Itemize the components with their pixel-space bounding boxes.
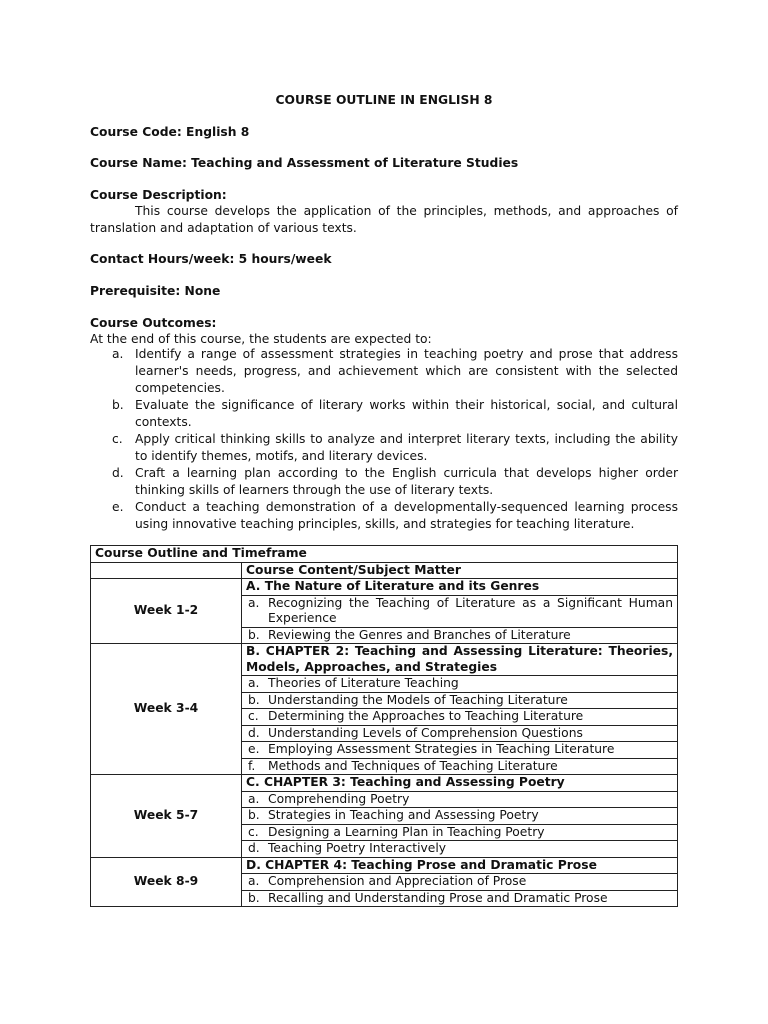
chapter-heading: B. CHAPTER 2: Teaching and Assessing Literature: Theories, Models, Approaches, and Strategies — [242, 644, 678, 676]
course-name: Course Name: Teaching and Assessment of Literature Studies — [90, 156, 519, 170]
outcome-text: Craft a learning plan according to the English curricula that develops higher order thinking skills of learners through the use of literary texts. — [135, 466, 678, 497]
outcome-marker: c. — [112, 432, 123, 446]
week-label: Week 5-7 — [91, 775, 242, 858]
outcome-text: Evaluate the significance of literary works within their historical, social, and cultural contexts. — [135, 398, 678, 429]
outcome-text: Identify a range of assessment strategies in teaching poetry and prose that address learner's needs, progress, and achievement which are consistent with the selected competencies. — [135, 347, 678, 395]
topic-item — [242, 874, 678, 891]
chapter-heading: C. CHAPTER 3: Teaching and Assessing Poetry — [242, 775, 678, 792]
outline-header: Course Outline and Timeframe — [91, 546, 678, 563]
topic-marker: c. — [248, 709, 259, 723]
table-row — [91, 579, 678, 596]
topic-marker: d. — [248, 841, 260, 855]
topic-item — [242, 692, 678, 709]
topic-text: Employing Assessment Strategies in Teaching Literature — [268, 742, 615, 756]
course-code: Course Code: English 8 — [90, 125, 250, 139]
content-header: Course Content/Subject Matter — [242, 562, 678, 579]
topic-text: Strategies in Teaching and Assessing Poetry — [268, 808, 539, 822]
contact-hours: Contact Hours/week: 5 hours/week — [90, 252, 332, 266]
topic-item — [242, 742, 678, 759]
table-row — [91, 644, 678, 676]
topic-marker: b. — [248, 627, 260, 642]
topic-item — [242, 758, 678, 775]
topic-text: Comprehension and Appreciation of Prose — [268, 874, 527, 888]
table-row — [91, 857, 678, 874]
topic-marker: a. — [248, 676, 260, 690]
course-outcomes-list — [90, 346, 678, 533]
outcome-marker: e. — [112, 500, 124, 514]
topic-text: Reviewing the Genres and Branches of Literature — [268, 627, 571, 642]
topic-text: Understanding the Models of Teaching Literature — [268, 692, 568, 707]
topic-text: Recalling and Understanding Prose and Dramatic Prose — [268, 890, 608, 905]
outcome-item — [90, 346, 678, 397]
outcome-marker: b. — [112, 398, 124, 412]
topic-text: Teaching Poetry Interactively — [268, 841, 447, 855]
topic-item — [242, 595, 678, 627]
topic-item — [242, 824, 678, 841]
outcome-item — [90, 397, 678, 431]
chapter-heading: A. The Nature of Literature and its Genres — [242, 579, 678, 596]
page-title: COURSE OUTLINE IN ENGLISH 8 — [275, 93, 493, 107]
topic-item — [242, 841, 678, 858]
table-row — [91, 775, 678, 792]
week-label: Week 8-9 — [91, 857, 242, 907]
outcome-item — [90, 465, 678, 499]
topic-item — [242, 791, 678, 808]
chapter-heading: D. CHAPTER 4: Teaching Prose and Dramatic Prose — [242, 857, 678, 874]
topic-marker: d. — [248, 725, 260, 740]
topic-item — [242, 709, 678, 726]
topic-item — [242, 627, 678, 644]
topic-marker: c. — [248, 824, 259, 839]
topic-marker: f. — [248, 758, 256, 773]
outcome-item — [90, 499, 678, 533]
course-outcomes-label: Course Outcomes: — [90, 316, 217, 330]
course-outline-table — [90, 545, 678, 907]
table-row — [91, 546, 678, 563]
topic-item — [242, 890, 678, 907]
outcome-text: Apply critical thinking skills to analyze and interpret literary texts, including the ability to identify themes, motifs, and literary devices. — [135, 432, 678, 463]
outcome-marker: a. — [112, 347, 124, 361]
topic-marker: e. — [248, 742, 260, 756]
topic-text: Designing a Learning Plan in Teaching Poetry — [268, 824, 545, 839]
week-label: Week 3-4 — [91, 644, 242, 775]
course-description-label: Course Description: — [90, 188, 227, 202]
outcome-marker: d. — [112, 466, 124, 480]
course-description-text: This course develops the application of the principles, methods, and approaches of translation and adaptation of various texts. — [90, 204, 678, 235]
table-row — [91, 562, 678, 579]
topic-item — [242, 676, 678, 693]
week-header-cell — [91, 562, 242, 579]
topic-marker: a. — [248, 874, 260, 888]
topic-item — [242, 808, 678, 825]
topic-marker: a. — [248, 791, 260, 806]
outcome-text: Conduct a teaching demonstration of a developmentally-sequenced learning process using innovative teaching principles, skills, and strategies for teaching literature. — [135, 500, 678, 531]
topic-text: Understanding Levels of Comprehension Questions — [268, 725, 583, 740]
topic-item — [242, 725, 678, 742]
outcome-item — [90, 431, 678, 465]
course-outcomes-intro: At the end of this course, the students are expected to: — [90, 332, 432, 346]
topic-marker: b. — [248, 808, 260, 822]
topic-text: Theories of Literature Teaching — [268, 676, 459, 690]
topic-marker: a. — [248, 595, 260, 610]
topic-text: Recognizing the Teaching of Literature as a Significant Human Experience — [268, 595, 673, 625]
topic-text: Methods and Techniques of Teaching Literature — [268, 758, 558, 773]
topic-text: Determining the Approaches to Teaching Literature — [268, 709, 584, 723]
prerequisite: Prerequisite: None — [90, 284, 221, 298]
topic-marker: b. — [248, 890, 260, 905]
topic-marker: b. — [248, 692, 260, 707]
topic-text: Comprehending Poetry — [268, 791, 410, 806]
week-label: Week 1-2 — [91, 579, 242, 644]
